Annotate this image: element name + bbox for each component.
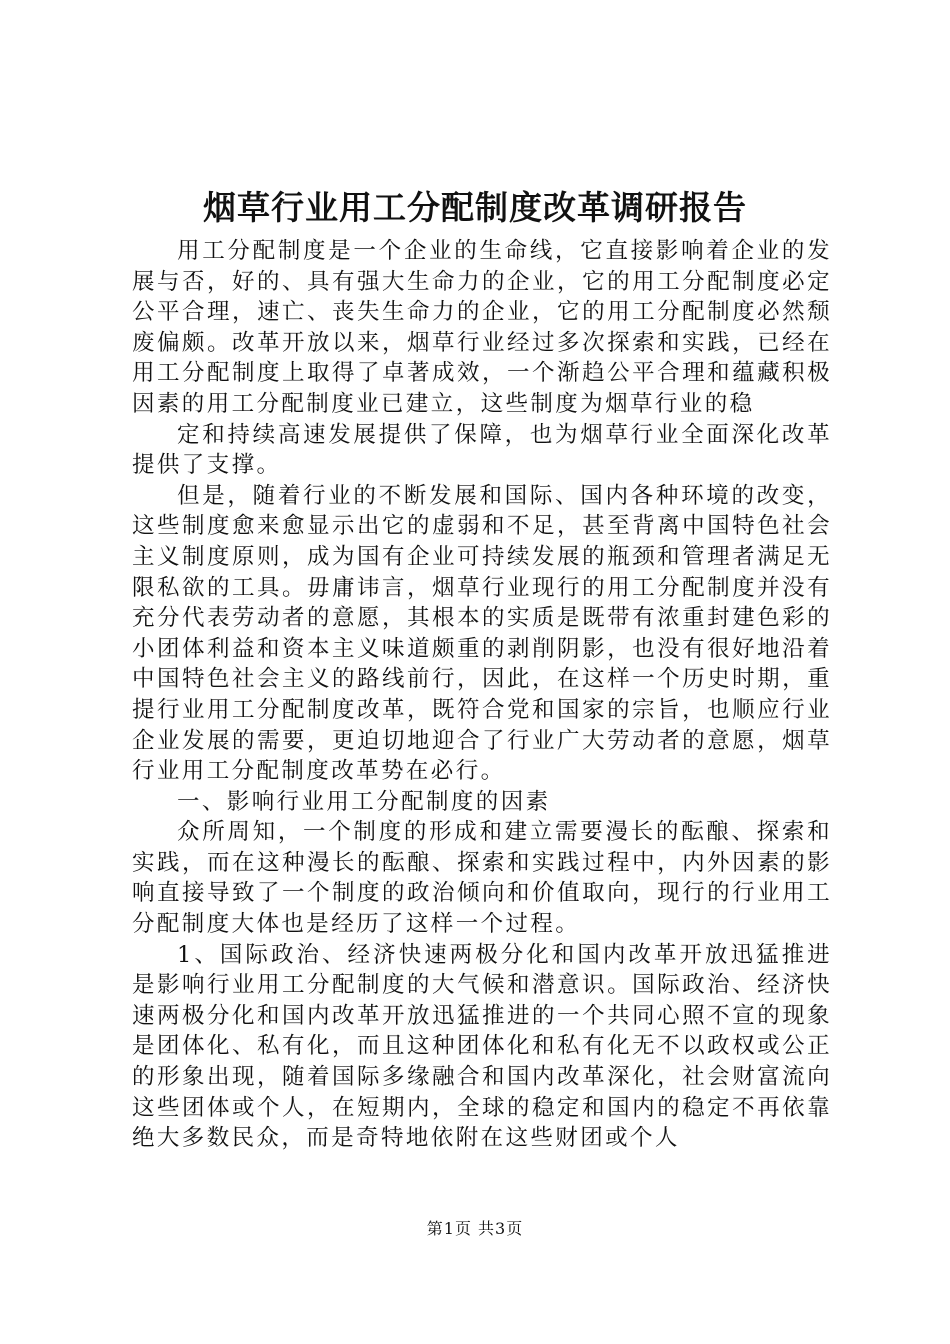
paragraph-continuation: 定和持续高速发展提供了保障，也为烟草行业全面深化改革提供了支撑。 xyxy=(132,421,832,479)
document-body xyxy=(132,236,832,1154)
paragraph-however: 但是，随着行业的不断发展和国际、国内各种环境的改变，这些制度愈来愈显示出它的虚弱和不足，甚至背离中国特色社会主义制度原则，成为国有企业可持续发展的瓶颈和管理者满足无限私欲的工具。毋庸讳言，烟草行业现行的用工分配制度并没有充分代表劳动者的意愿，其根本的实质是既带有浓重封建色彩的小团体利益和资本主义味道颇重的剥削阴影，也没有很好地沿着中国特色社会主义的路线前行，因此，在这样一个历史时期，重提行业用工分配制度改革，既符合党和国家的宗旨，也顺应行业企业发展的需要，更迫切地迎合了行业广大劳动者的意愿，烟草行业用工分配制度改革势在必行。 xyxy=(132,482,832,785)
document-title: 烟草行业用工分配制度改革调研报告 xyxy=(203,188,747,227)
section-heading-1: 一、影响行业用工分配制度的因素 xyxy=(177,788,551,815)
paragraph-intro: 用工分配制度是一个企业的生命线，它直接影响着企业的发展与否，好的、具有强大生命力的企业，它的用工分配制度必定公平合理，速亡、丧失生命力的企业，它的用工分配制度必然颓废偏颇。改革开放以来，烟草行业经过多次探索和实践，已经在用工分配制度上取得了卓著成效，一个渐趋公平合理和蕴藏积极因素的用工分配制度业已建立，这些制度为烟草行业的稳 xyxy=(132,238,832,417)
paragraph-point-1: 1、国际政治、经济快速两极分化和国内改革开放迅猛推进是影响行业用工分配制度的大气候和潜意识。国际政治、经济快速两极分化和国内改革开放迅猛推进的一个共同心照不宣的现象是团体化、私有化，而且这种团体化和私有化无不以政权或公正的形象出现，随着国际多缘融合和国内改革深化，社会财富流向这些团体或个人，在短期内，全球的稳定和国内的稳定不再依靠绝大多数民众，而是奇特地依附在这些财团或个人 xyxy=(132,941,832,1152)
page-number-footer: 第1页 共3页 xyxy=(426,1219,524,1238)
paragraph-section-1-intro: 众所周知，一个制度的形成和建立需要漫长的酝酿、探索和实践，而在这种漫长的酝酿、探索和实践过程中，内外因素的影响直接导致了一个制度的政治倾向和价值取向，现行的行业用工分配制度大体也是经历了这样一个过程。 xyxy=(132,819,832,938)
